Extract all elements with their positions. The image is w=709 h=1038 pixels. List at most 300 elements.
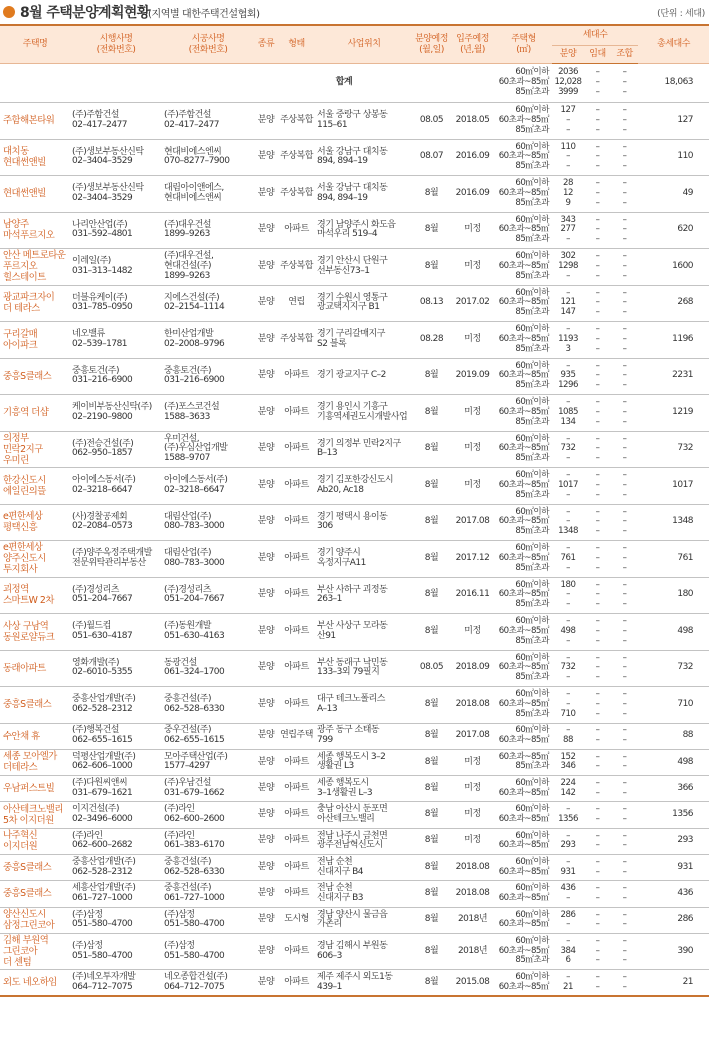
table-row bbox=[0, 650, 709, 687]
project-name: 중흥S클래스 bbox=[0, 687, 70, 724]
table-row bbox=[0, 322, 709, 359]
header-location: 사업위치 bbox=[315, 25, 413, 64]
sale-type: 분양 bbox=[254, 103, 278, 140]
location: 부산 동래구 낙민동 133–3외 79필지 bbox=[315, 650, 413, 687]
move-in-date: 2018년 bbox=[450, 907, 495, 933]
developer: (주)주함건설 02–417–2477 bbox=[70, 103, 162, 140]
housing-form: 아파트 bbox=[278, 749, 315, 775]
location: 경기 김포한강신도시 Ab20, Ac18 bbox=[315, 468, 413, 505]
total-units: 1196 bbox=[638, 322, 709, 359]
rent-units: – – – bbox=[584, 541, 611, 578]
header-rent: 임대 bbox=[584, 46, 611, 64]
sale-units: 436 – bbox=[552, 881, 584, 907]
total-units: 293 bbox=[638, 828, 709, 854]
move-in-date: 2018.09 bbox=[450, 650, 495, 687]
union-units: – – bbox=[611, 881, 638, 907]
sale-date: 8월 bbox=[413, 776, 450, 802]
project-name: 양산신도시 삼정그린코아 bbox=[0, 907, 70, 933]
unit-sizes: 60㎡이하 60초과~85㎡ bbox=[495, 854, 552, 880]
total-rent: – – – bbox=[584, 64, 611, 103]
rent-units: – – – bbox=[584, 614, 611, 651]
builder: 중흥건설(주) 062–528–6330 bbox=[162, 854, 254, 880]
move-in-date: 미정 bbox=[450, 828, 495, 854]
housing-form: 아파트 bbox=[278, 541, 315, 578]
location: 경기 용인시 기흥구 기흥역세권도시개발사업 bbox=[315, 395, 413, 432]
header-exec: 시행사명 (전화번호) bbox=[70, 25, 162, 64]
table-row bbox=[0, 541, 709, 578]
developer: (주)전승건설(주) 062–950–1857 bbox=[70, 431, 162, 468]
rent-units: – – bbox=[584, 881, 611, 907]
unit-sizes: 60㎡이하 60초과~85㎡ 85㎡초과 bbox=[495, 139, 552, 176]
unit-sizes: 60㎡이하 60초과~85㎡ 85㎡초과 bbox=[495, 285, 552, 322]
sale-type: 분양 bbox=[254, 802, 278, 828]
union-units: – – – bbox=[611, 541, 638, 578]
sale-type: 분양 bbox=[254, 322, 278, 359]
unit-sizes: 60㎡이하 60초과~85㎡ 85㎡초과 bbox=[495, 176, 552, 213]
union-units: – – – bbox=[611, 614, 638, 651]
rent-units: – – – bbox=[584, 176, 611, 213]
project-name: 현대썬앤빌 bbox=[0, 176, 70, 213]
project-name: 괴정역 스마트W 2차 bbox=[0, 577, 70, 614]
union-units: – – – bbox=[611, 322, 638, 359]
builder: (주)라인 062–600–2600 bbox=[162, 802, 254, 828]
union-units: – – bbox=[611, 776, 638, 802]
total-units: 931 bbox=[638, 854, 709, 880]
move-in-date: 미정 bbox=[450, 322, 495, 359]
builder: (주)포스코건설 1588–3633 bbox=[162, 395, 254, 432]
project-name: 동래아파트 bbox=[0, 650, 70, 687]
location: 경기 광교지구 C–2 bbox=[315, 358, 413, 395]
table-row bbox=[0, 749, 709, 775]
builder: 지에스건설(주) 02–2154–1114 bbox=[162, 285, 254, 322]
housing-form: 아파트 bbox=[278, 212, 315, 249]
location: 서울 중랑구 상봉동 115–61 bbox=[315, 103, 413, 140]
move-in-date: 미정 bbox=[450, 249, 495, 286]
unit-label: (단위 : 세대) bbox=[657, 9, 705, 19]
developer: 중흥토건(주) 031–216–6900 bbox=[70, 358, 162, 395]
developer: (주)생보부동산신탁 02–3404–3529 bbox=[70, 176, 162, 213]
total-units: 732 bbox=[638, 431, 709, 468]
sale-date: 08.28 bbox=[413, 322, 450, 359]
unit-sizes: 60㎡이하 60초과~85㎡ 85㎡초과 bbox=[495, 322, 552, 359]
rent-units: – – – bbox=[584, 103, 611, 140]
sale-type: 분양 bbox=[254, 828, 278, 854]
sale-type: 분양 bbox=[254, 723, 278, 749]
developer: 네오밸류 02–539–1781 bbox=[70, 322, 162, 359]
sale-units: 152 346 bbox=[552, 749, 584, 775]
housing-form: 아파트 bbox=[278, 577, 315, 614]
unit-sizes: 60㎡이하 60초과~85㎡ bbox=[495, 723, 552, 749]
location: 제주 제주시 외도1동 439–1 bbox=[315, 970, 413, 996]
rent-units: – – – bbox=[584, 322, 611, 359]
developer: (주)다원씨앤씨 031–679–1621 bbox=[70, 776, 162, 802]
header-union: 조합 bbox=[611, 46, 638, 64]
table-row bbox=[0, 802, 709, 828]
union-units: – – – bbox=[611, 577, 638, 614]
header-form: 형태 bbox=[278, 25, 315, 64]
housing-form: 아파트 bbox=[278, 933, 315, 970]
sale-units: – 498 – bbox=[552, 614, 584, 651]
rent-units: – – – bbox=[584, 577, 611, 614]
sale-type: 분양 bbox=[254, 139, 278, 176]
union-units: – – – bbox=[611, 468, 638, 505]
sale-date: 8월 bbox=[413, 249, 450, 286]
sale-type: 분양 bbox=[254, 431, 278, 468]
housing-form: 아파트 bbox=[278, 358, 315, 395]
housing-form: 아파트 bbox=[278, 395, 315, 432]
unit-sizes: 60㎡이하 60초과~85㎡ 85㎡초과 bbox=[495, 468, 552, 505]
sale-units: 343 277 – bbox=[552, 212, 584, 249]
housing-form: 아파트 bbox=[278, 828, 315, 854]
header-sale-date: 분양예정 (월,일) bbox=[413, 25, 450, 64]
page-title: 8월 주택분양계획현황 bbox=[20, 5, 150, 21]
sale-units: – 732 – bbox=[552, 650, 584, 687]
unit-sizes: 60㎡이하 60초과~85㎡ bbox=[495, 881, 552, 907]
page-subtitle: (지역별 대한주택건설협회) bbox=[148, 9, 260, 20]
builder: (주)주함건설 02–417–2477 bbox=[162, 103, 254, 140]
total-sale: 2036 12,028 3999 bbox=[552, 64, 584, 103]
project-name: 대치동 현대썬앤빌 bbox=[0, 139, 70, 176]
total-units: 620 bbox=[638, 212, 709, 249]
table-row bbox=[0, 212, 709, 249]
total-union: – – – bbox=[611, 64, 638, 103]
sale-type: 분양 bbox=[254, 395, 278, 432]
sale-units: – 1193 3 bbox=[552, 322, 584, 359]
project-name: 나주혁신 이지더원 bbox=[0, 828, 70, 854]
developer: 이지건설(주) 02–3496–6000 bbox=[70, 802, 162, 828]
builder: 모아주택산업(주) 1577–4297 bbox=[162, 749, 254, 775]
developer: 영화개발(주) 02–6010–5355 bbox=[70, 650, 162, 687]
sale-units: – 121 147 bbox=[552, 285, 584, 322]
sale-type: 분양 bbox=[254, 854, 278, 880]
builder: (주)삼정 051–580–4700 bbox=[162, 933, 254, 970]
location: 경기 남양주시 화도읍 마석우리 519–4 bbox=[315, 212, 413, 249]
rent-units: – – bbox=[584, 749, 611, 775]
rent-units: – – bbox=[584, 802, 611, 828]
move-in-date: 미정 bbox=[450, 468, 495, 505]
unit-sizes: 60㎡이하 60초과~85㎡ 85㎡초과 bbox=[495, 431, 552, 468]
sale-date: 08.05 bbox=[413, 103, 450, 140]
header-total: 총세대수 bbox=[638, 25, 709, 64]
housing-form: 아파트 bbox=[278, 970, 315, 996]
rent-units: – – – bbox=[584, 395, 611, 432]
builder: 대림아이앤에스, 현대비에스앤씨 bbox=[162, 176, 254, 213]
unit-sizes: 60㎡이하 60초과~85㎡ 85㎡초과 bbox=[495, 249, 552, 286]
total-sizes: 60㎡이하 60초과~85㎡ 85㎡초과 bbox=[495, 64, 552, 103]
sale-date: 8월 bbox=[413, 577, 450, 614]
sale-type: 분양 bbox=[254, 285, 278, 322]
unit-sizes: 60초과~85㎡ 85㎡초과 bbox=[495, 749, 552, 775]
location: 경기 평택시 용이동 306 bbox=[315, 504, 413, 541]
total-units: 436 bbox=[638, 881, 709, 907]
unit-sizes: 60㎡이하 60초과~85㎡ 85㎡초과 bbox=[495, 614, 552, 651]
table-row bbox=[0, 358, 709, 395]
total-units: 180 bbox=[638, 577, 709, 614]
union-units: – – bbox=[611, 907, 638, 933]
table-row bbox=[0, 614, 709, 651]
table-row bbox=[0, 431, 709, 468]
union-units: – – – bbox=[611, 212, 638, 249]
header-name: 주택명 bbox=[0, 25, 70, 64]
sale-date: 08.07 bbox=[413, 139, 450, 176]
rent-units: – – – bbox=[584, 249, 611, 286]
builder: 중흥건설(주) 062–528–6330 bbox=[162, 687, 254, 724]
table-row bbox=[0, 687, 709, 724]
total-units: 88 bbox=[638, 723, 709, 749]
table-row bbox=[0, 776, 709, 802]
total-units: 2231 bbox=[638, 358, 709, 395]
location: 경남 양산시 물금읍 가촌리 bbox=[315, 907, 413, 933]
sale-units: – 931 bbox=[552, 854, 584, 880]
rent-units: – – – bbox=[584, 358, 611, 395]
housing-form: 아파트 bbox=[278, 431, 315, 468]
total-units: 498 bbox=[638, 749, 709, 775]
union-units: – – – bbox=[611, 650, 638, 687]
rent-units: – – – bbox=[584, 687, 611, 724]
total-units: 49 bbox=[638, 176, 709, 213]
table-row bbox=[0, 881, 709, 907]
location: 부산 사상구 모라동 산91 bbox=[315, 614, 413, 651]
header-size: 주택형 (㎡) bbox=[495, 25, 552, 64]
table-row bbox=[0, 577, 709, 614]
total-households: 18,063 bbox=[638, 64, 709, 103]
table-row bbox=[0, 285, 709, 322]
housing-form: 연립 bbox=[278, 285, 315, 322]
location: 부산 사하구 괴정동 263–1 bbox=[315, 577, 413, 614]
sale-type: 분양 bbox=[254, 212, 278, 249]
sale-date: 8월 bbox=[413, 176, 450, 213]
sale-units: – 935 1296 bbox=[552, 358, 584, 395]
sale-date: 8월 bbox=[413, 395, 450, 432]
project-name: 남양주 마석푸르지오 bbox=[0, 212, 70, 249]
table-row bbox=[0, 504, 709, 541]
housing-form: 연립주택 bbox=[278, 723, 315, 749]
housing-form: 도시형 bbox=[278, 907, 315, 933]
unit-sizes: 60㎡이하 60초과~85㎡ 85㎡초과 bbox=[495, 103, 552, 140]
sale-type: 분양 bbox=[254, 504, 278, 541]
location: 대구 테크노폴리스 A–13 bbox=[315, 687, 413, 724]
move-in-date: 미정 bbox=[450, 776, 495, 802]
rent-units: – – – bbox=[584, 468, 611, 505]
developer: (주)경성리츠 051–204–7667 bbox=[70, 577, 162, 614]
builder: 중흥건설(주) 061–727–1000 bbox=[162, 881, 254, 907]
union-units: – – bbox=[611, 854, 638, 880]
developer: 세흥산업개발(주) 061–727–1000 bbox=[70, 881, 162, 907]
builder: (주)라인 061–383–6170 bbox=[162, 828, 254, 854]
union-units: – – – bbox=[611, 285, 638, 322]
project-name: 광교파크자이 더 테라스 bbox=[0, 285, 70, 322]
builder: 우미건설, (주)우심산업개발 1588–9707 bbox=[162, 431, 254, 468]
total-units: 390 bbox=[638, 933, 709, 970]
project-name: 중흥S클래스 bbox=[0, 881, 70, 907]
location: 세종 행복도시 3–1생활권 L–3 bbox=[315, 776, 413, 802]
total-units: 1017 bbox=[638, 468, 709, 505]
housing-form: 주상복합 bbox=[278, 322, 315, 359]
unit-sizes: 60㎡이하 60초과~85㎡ bbox=[495, 970, 552, 996]
union-units: – – bbox=[611, 723, 638, 749]
rent-units: – – – bbox=[584, 285, 611, 322]
move-in-date: 미정 bbox=[450, 431, 495, 468]
developer: (주)라인 062–600–2682 bbox=[70, 828, 162, 854]
developer: 아이에스동서(주) 02–3218–6647 bbox=[70, 468, 162, 505]
move-in-date: 미정 bbox=[450, 212, 495, 249]
move-in-date: 2017.08 bbox=[450, 504, 495, 541]
total-units: 1600 bbox=[638, 249, 709, 286]
total-units: 1219 bbox=[638, 395, 709, 432]
rent-units: – – bbox=[584, 907, 611, 933]
total-units: 1356 bbox=[638, 802, 709, 828]
sale-date: 8월 bbox=[413, 431, 450, 468]
move-in-date: 2019.09 bbox=[450, 358, 495, 395]
sale-type: 분양 bbox=[254, 249, 278, 286]
sale-date: 8월 bbox=[413, 212, 450, 249]
table-row bbox=[0, 933, 709, 970]
title-bar bbox=[0, 0, 709, 24]
sale-type: 분양 bbox=[254, 881, 278, 907]
sale-units: – 732 – bbox=[552, 431, 584, 468]
total-units: 110 bbox=[638, 139, 709, 176]
housing-form: 주상복합 bbox=[278, 139, 315, 176]
sale-units: – 384 6 bbox=[552, 933, 584, 970]
builder: 동광건설 061–324–1700 bbox=[162, 650, 254, 687]
total-units: 286 bbox=[638, 907, 709, 933]
union-units: – – – bbox=[611, 358, 638, 395]
union-units: – – bbox=[611, 970, 638, 996]
location: 전남 순천 신대지구 B3 bbox=[315, 881, 413, 907]
builder: (주)대우건설 1899–9263 bbox=[162, 212, 254, 249]
project-name: e편한세상 평택신흥 bbox=[0, 504, 70, 541]
rent-units: – – – bbox=[584, 431, 611, 468]
union-units: – – bbox=[611, 749, 638, 775]
location: 광주 동구 소태동 799 bbox=[315, 723, 413, 749]
unit-sizes: 60㎡이하 60초과~85㎡ bbox=[495, 802, 552, 828]
union-units: – – bbox=[611, 828, 638, 854]
location: 전남 순천 신대지구 B4 bbox=[315, 854, 413, 880]
sale-units: 127 – – bbox=[552, 103, 584, 140]
unit-sizes: 60㎡이하 60초과~85㎡ 85㎡초과 bbox=[495, 504, 552, 541]
sale-type: 분양 bbox=[254, 468, 278, 505]
move-in-date: 2018.08 bbox=[450, 687, 495, 724]
location: 경기 수원시 영통구 광교택지지구 B1 bbox=[315, 285, 413, 322]
move-in-date: 2016.11 bbox=[450, 577, 495, 614]
rent-units: – – – bbox=[584, 933, 611, 970]
total-label: 합계 bbox=[278, 64, 450, 103]
location: 서울 강남구 대치동 894, 894–19 bbox=[315, 176, 413, 213]
developer: 덕평산업개발(주) 062–606–1000 bbox=[70, 749, 162, 775]
rent-units: – – bbox=[584, 776, 611, 802]
rent-units: – – bbox=[584, 828, 611, 854]
union-units: – – – bbox=[611, 933, 638, 970]
table-row bbox=[0, 907, 709, 933]
sale-type: 분양 bbox=[254, 776, 278, 802]
unit-sizes: 60㎡이하 60초과~85㎡ 85㎡초과 bbox=[495, 650, 552, 687]
location: 서울 강남구 대치동 894, 894–19 bbox=[315, 139, 413, 176]
unit-sizes: 60㎡이하 60초과~85㎡ 85㎡초과 bbox=[495, 933, 552, 970]
header-const: 시공사명 (전화번호) bbox=[162, 25, 254, 64]
project-name: 기흥역 더샵 bbox=[0, 395, 70, 432]
sale-type: 분양 bbox=[254, 907, 278, 933]
move-in-date: 미정 bbox=[450, 749, 495, 775]
unit-sizes: 60㎡이하 60초과~85㎡ bbox=[495, 828, 552, 854]
table-row bbox=[0, 139, 709, 176]
unit-sizes: 60㎡이하 60초과~85㎡ 85㎡초과 bbox=[495, 687, 552, 724]
rent-units: – – – bbox=[584, 504, 611, 541]
sale-type: 분양 bbox=[254, 577, 278, 614]
housing-form: 아파트 bbox=[278, 614, 315, 651]
move-in-date: 2017.08 bbox=[450, 723, 495, 749]
sale-date: 8월 bbox=[413, 504, 450, 541]
builder: 현대비에스엔씨 070–8277–7900 bbox=[162, 139, 254, 176]
project-name: 아산테크노밸리 5차 이지더원 bbox=[0, 802, 70, 828]
sale-units: 110 – – bbox=[552, 139, 584, 176]
project-name: 우남퍼스트빌 bbox=[0, 776, 70, 802]
union-units: – – – bbox=[611, 103, 638, 140]
sale-units: 286 – bbox=[552, 907, 584, 933]
union-units: – – – bbox=[611, 249, 638, 286]
project-name: 한강신도시 에일린의뜰 bbox=[0, 468, 70, 505]
developer: (주)양주옥정주택개발 전문위탁관리부동산 bbox=[70, 541, 162, 578]
developer: 나리안산업(주) 031–592–4801 bbox=[70, 212, 162, 249]
sale-date: 8월 bbox=[413, 828, 450, 854]
developer: (주)삼정 051–580–4700 bbox=[70, 907, 162, 933]
bullet-dot-icon bbox=[3, 6, 15, 18]
project-name: 김해 부원역 그린코아 더 센텀 bbox=[0, 933, 70, 970]
builder: 네오종합건설(주) 064–712–7075 bbox=[162, 970, 254, 996]
builder: 대림산업(주) 080–783–3000 bbox=[162, 504, 254, 541]
location: 경기 양주시 옥정지구A11 bbox=[315, 541, 413, 578]
builder: (주)삼정 051–580–4700 bbox=[162, 907, 254, 933]
sale-type: 분양 bbox=[254, 358, 278, 395]
rent-units: – – – bbox=[584, 139, 611, 176]
union-units: – – – bbox=[611, 504, 638, 541]
total-units: 498 bbox=[638, 614, 709, 651]
unit-sizes: 60㎡이하 60초과~85㎡ 85㎡초과 bbox=[495, 358, 552, 395]
move-in-date: 2018.05 bbox=[450, 103, 495, 140]
developer: (주)월드컵 051–630–4187 bbox=[70, 614, 162, 651]
developer: (주)네오투자개발 064–712–7075 bbox=[70, 970, 162, 996]
total-units: 710 bbox=[638, 687, 709, 724]
move-in-date: 미정 bbox=[450, 802, 495, 828]
location: 충남 아산시 둔포면 아산테크노밸리 bbox=[315, 802, 413, 828]
housing-form: 주상복합 bbox=[278, 176, 315, 213]
unit-sizes: 60㎡이하 60초과~85㎡ 85㎡초과 bbox=[495, 577, 552, 614]
sale-units: – 1017 – bbox=[552, 468, 584, 505]
sale-units: – – 1348 bbox=[552, 504, 584, 541]
table-row bbox=[0, 970, 709, 996]
location: 경남 김해시 부원동 606–3 bbox=[315, 933, 413, 970]
sale-date: 8월 bbox=[413, 687, 450, 724]
move-in-date: 2018.08 bbox=[450, 881, 495, 907]
sale-type: 분양 bbox=[254, 176, 278, 213]
union-units: – – – bbox=[611, 139, 638, 176]
table-row bbox=[0, 854, 709, 880]
location: 세종 행복도시 3–2 생활권 L3 bbox=[315, 749, 413, 775]
housing-plan-table bbox=[0, 24, 709, 997]
project-name: 안산 메트로타운 푸르지오 힐스테이트 bbox=[0, 249, 70, 286]
housing-form: 아파트 bbox=[278, 881, 315, 907]
location: 전남 나주시 금천면 광주전남혁신도시 bbox=[315, 828, 413, 854]
builder: (주)동원개발 051–630–4163 bbox=[162, 614, 254, 651]
unit-sizes: 60㎡이하 60초과~85㎡ 85㎡초과 bbox=[495, 212, 552, 249]
sale-type: 분양 bbox=[254, 749, 278, 775]
union-units: – – bbox=[611, 802, 638, 828]
union-units: – – – bbox=[611, 395, 638, 432]
header-sale: 분양 bbox=[552, 46, 584, 64]
sale-units: 302 1298 – bbox=[552, 249, 584, 286]
table-row bbox=[0, 103, 709, 140]
project-name: 외도 네오하임 bbox=[0, 970, 70, 996]
move-in-date: 2017.02 bbox=[450, 285, 495, 322]
